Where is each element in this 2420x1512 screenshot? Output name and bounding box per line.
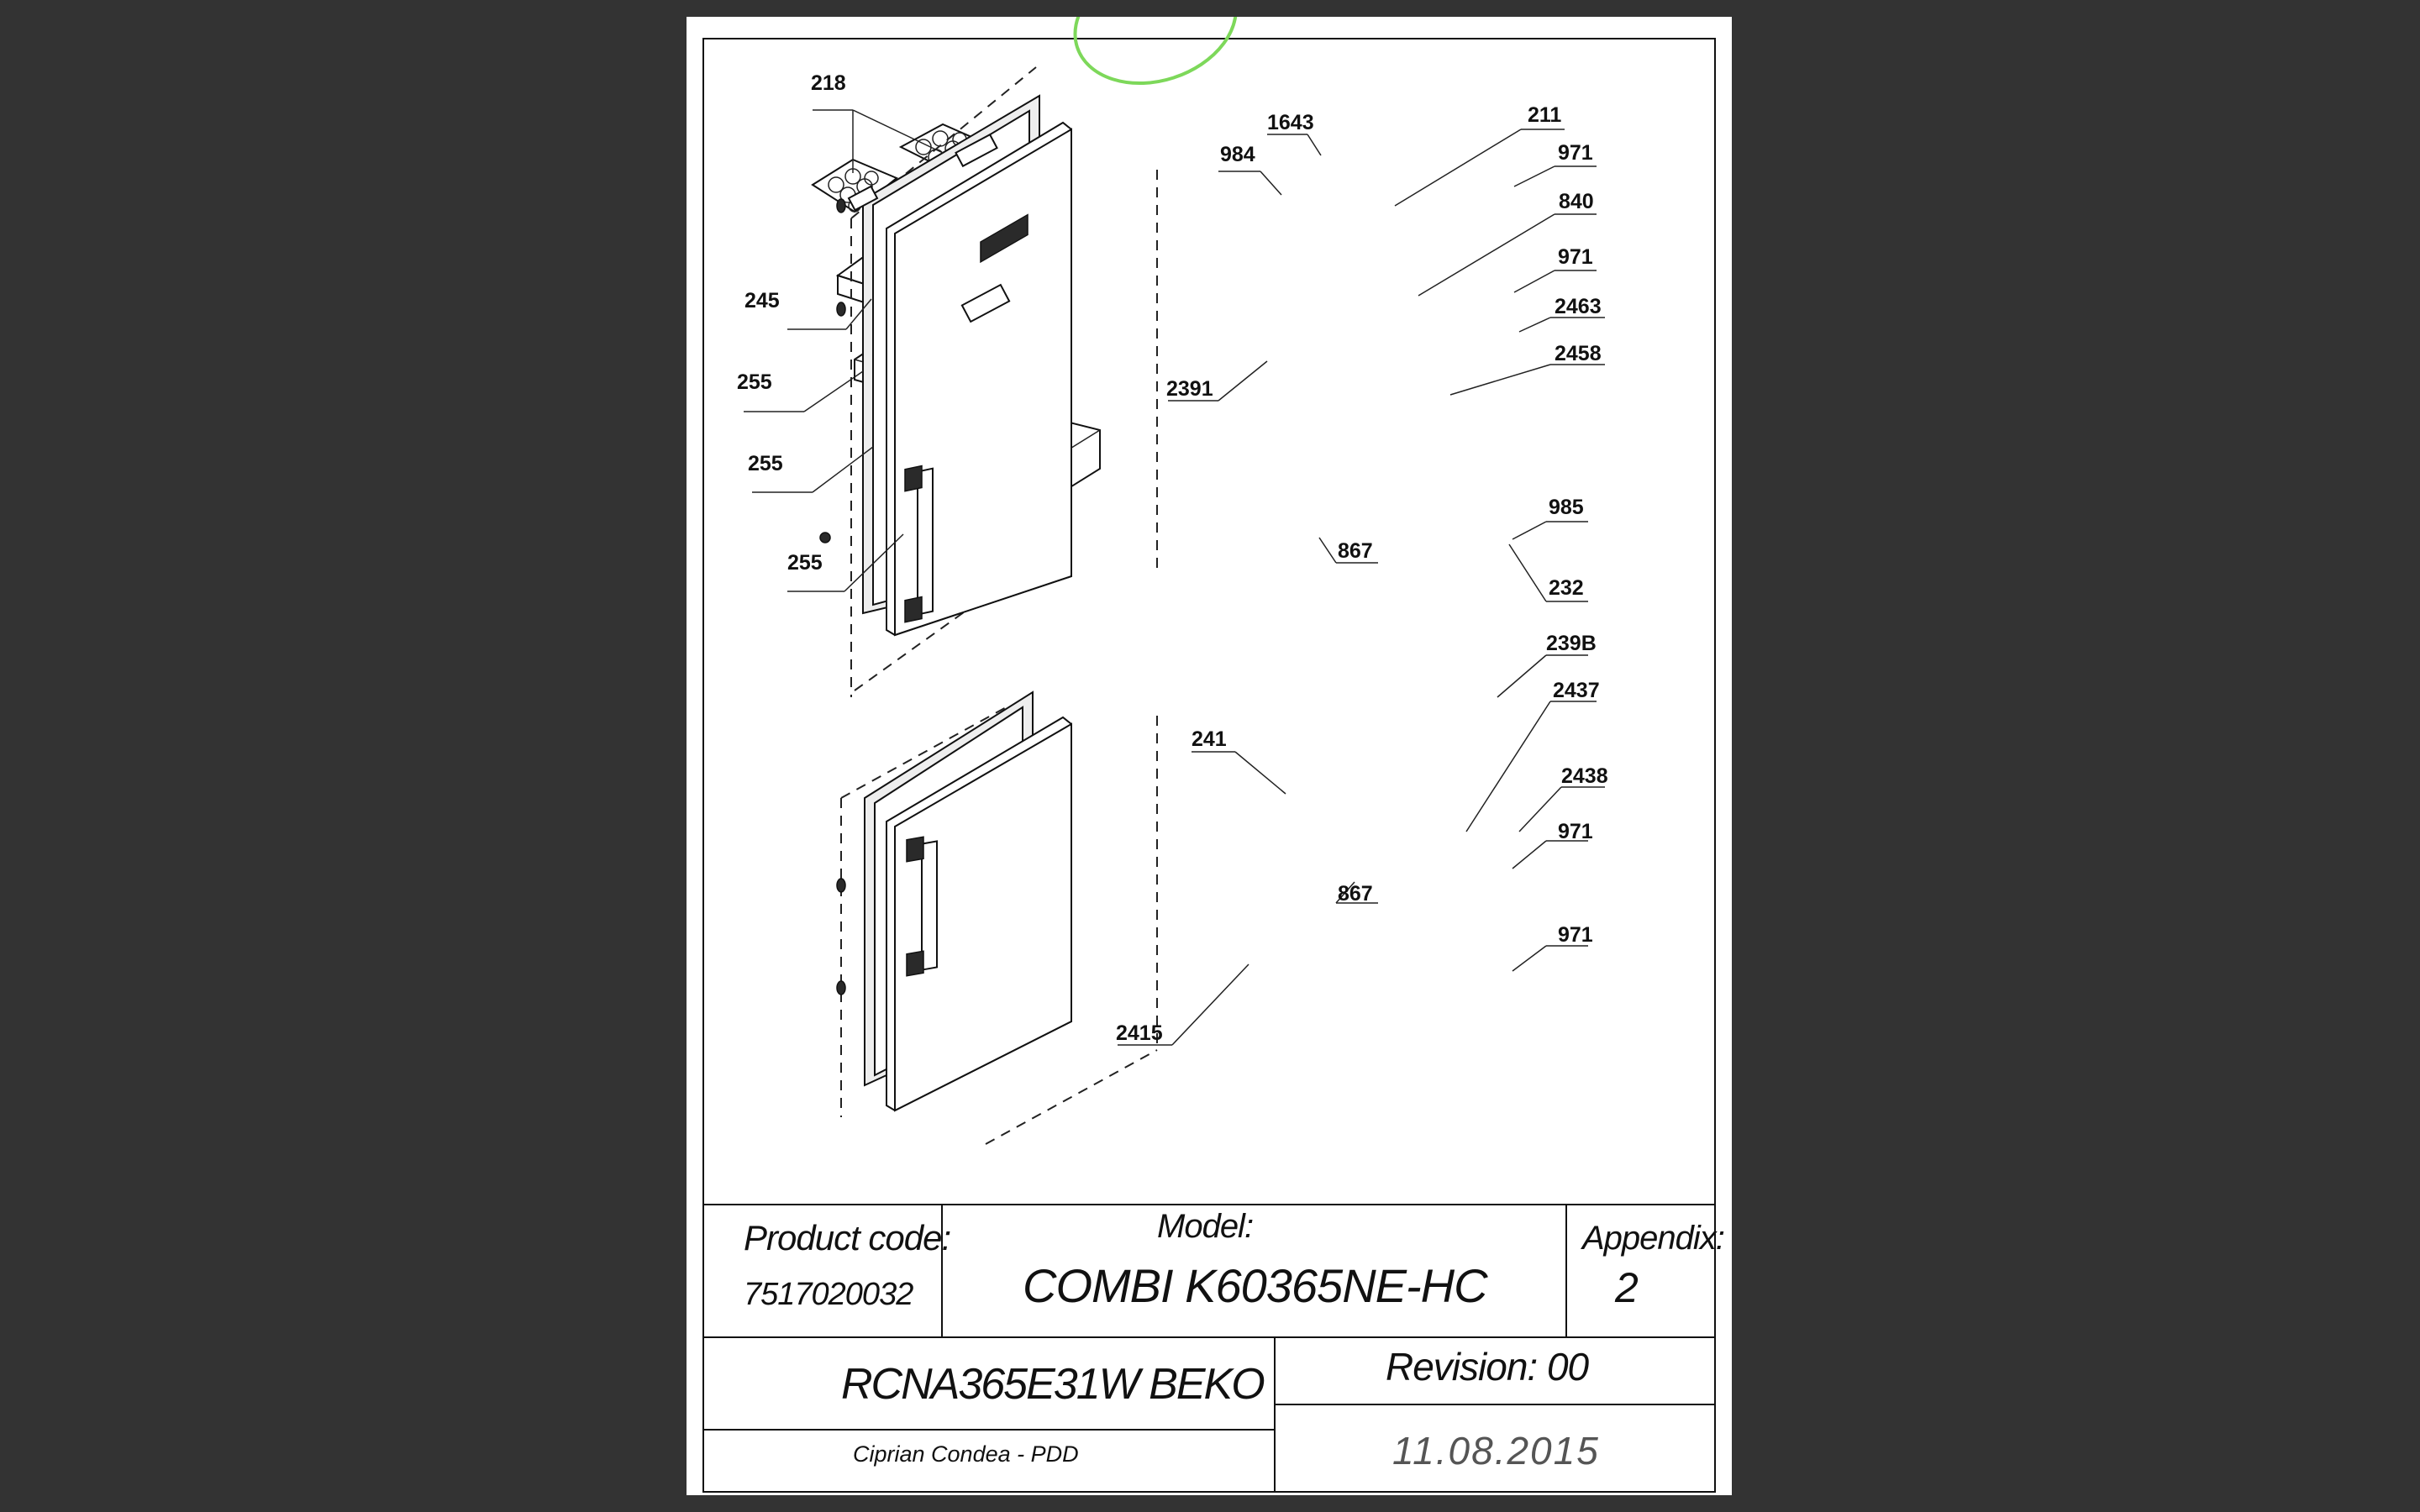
callout-2463: 2463 [1555,295,1602,318]
author: Ciprian Condea - PDD [853,1441,1079,1467]
callout-985: 985 [1549,496,1584,519]
callout-867-b: 867 [1338,882,1373,906]
callout-2437: 2437 [1553,679,1600,702]
callout-239B: 239B [1546,632,1597,655]
upper-door-assembly [820,67,1157,697]
callout-1643: 1643 [1267,111,1314,134]
revision-date: 11.08.2015 [1392,1429,1600,1473]
callout-232: 232 [1549,576,1584,600]
callout-leaders-right [1118,129,1605,1045]
model-name: COMBI K60365NE-HC [1023,1259,1487,1312]
product-code-label: Product code: [744,1218,951,1257]
callout-241: 241 [1192,727,1227,751]
callout-840: 840 [1559,190,1594,213]
appendix-label: Appendix: [1582,1220,1724,1257]
callout-255-c: 255 [787,551,823,575]
callout-255-a: 255 [737,370,772,394]
callout-218: 218 [811,71,846,95]
callout-2458: 2458 [1555,342,1602,365]
revision: Revision: 00 [1386,1345,1589,1389]
model-label: Model: [1157,1208,1254,1245]
callout-971-c: 971 [1558,820,1593,843]
callout-245: 245 [744,289,780,312]
callout-2438: 2438 [1561,764,1608,788]
callout-971-d: 971 [1558,923,1593,947]
drawing-sheet [687,17,1732,1495]
lower-door-assembly [837,692,1157,1144]
appendix-number: 2 [1615,1264,1638,1311]
callout-867-a: 867 [1338,539,1373,563]
product-code: 7517020032 [744,1277,913,1312]
callout-255-b: 255 [748,452,783,475]
callout-971-a: 971 [1558,141,1593,165]
callout-984: 984 [1220,143,1255,166]
product-name: RCNA365E31W BEKO [841,1360,1264,1409]
callout-2391: 2391 [1166,377,1213,401]
callout-211: 211 [1528,103,1562,127]
callout-971-b: 971 [1558,245,1593,269]
callout-2415: 2415 [1116,1021,1163,1045]
highlight-ellipse [1059,17,1252,103]
